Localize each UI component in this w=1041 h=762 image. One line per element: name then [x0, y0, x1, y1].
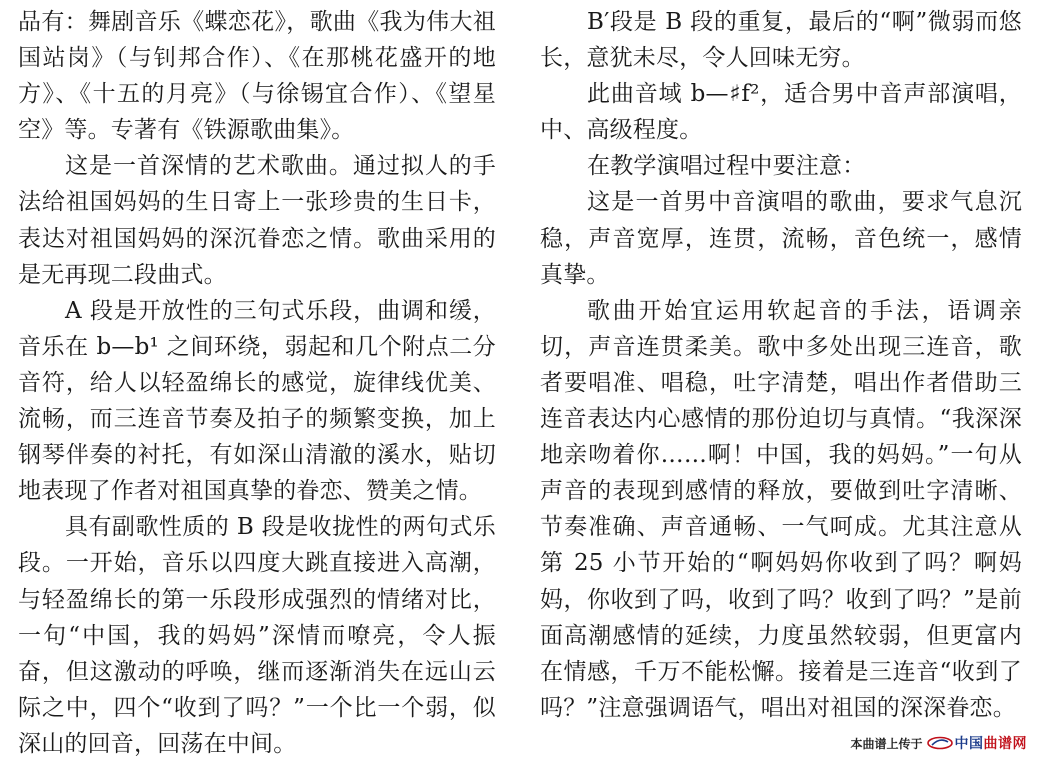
paragraph-section-a: A 段是开放性的三句式乐段，曲调和缓，音乐在 b—b¹ 之间环绕，弱起和几个附点二分音符，给人以轻盈绵长的感觉，旋律线优美、流畅，而三连音节奏及拍子的频繁变换，加上钢琴伴奏的衬托，有如深山清澈的溪水，贴切地表现了作者对祖国真挚的眷恋、赞美之情。 [18, 297, 496, 505]
paragraph-intro: 这是一首深情的艺术歌曲。通过拟人的手法给祖国妈妈的生日寄上一张珍贵的生日卡，表达对祖国妈妈的深沉眷恋之情。歌曲采用的是无再现二段曲式。 [18, 153, 496, 288]
paragraph-range: 此曲音域 b—♯f²，适合男中音声部演唱，中、高级程度。 [540, 81, 1022, 144]
watermark-site-name [955, 733, 1028, 753]
left-column [18, 4, 496, 762]
right-column [540, 4, 1022, 726]
paragraph-section-b: 具有副歌性质的 B 段是收拢性的两句式乐段。一开始，音乐以四度大跳直接进入高潮，与轻盈绵长的第一乐段形成强烈的情绪对比，一句“中国，我的妈妈”深情而嘹亮，令人振奋，但这激动的呼唤，继而逐渐消失在远山云际之中，四个“收到了吗？”一个比一个弱，似深山的回音，回荡在中间。 [18, 514, 496, 757]
watermark-site-suffix: 曲谱网 [983, 736, 1027, 752]
watermark-text: 本曲谱上传于 [850, 736, 923, 751]
paragraph-baritone: 这是一首男中音演唱的歌曲，要求气息沉稳，声音宽厚，连贯，流畅，音色统一，感情真挚。 [540, 189, 1022, 288]
watermark-site-prefix: 中国 [954, 736, 984, 752]
paragraph-section-b-prime: B′段是 B 段的重复，最后的“啊”微弱而悠长，意犹未尽，令人回味无穷。 [540, 9, 1022, 72]
site-logo-icon [927, 736, 953, 750]
paragraph-teaching-heading: 在教学演唱过程中要注意： [587, 153, 866, 180]
paragraph-technique: 歌曲开始宜运用软起音的手法，语调亲切，声音连贯柔美。歌中多处出现三连音，歌者要唱准、唱稳，吐字清楚，唱出作者借助三连音表达内心感情的那份迫切与真情。“我深深地亲吻着你……啊！中国，我的妈妈。”一句从声音的表现到感情的释放，要做到吐字清晰、节奏准确、声音通畅、一气呵成。尤其注意从第 25 小节开始的“啊妈妈你收到了吗？啊妈妈，你收到了吗，收到了吗？收到了吗？”是前面高潮感情的延续，力度虽然较弱，但更富内在情感，千万不能松懈。接着是三连音“收到了吗？”注意强调语气，唱出对祖国的深深眷恋。 [540, 297, 1022, 721]
paragraph-works: 品有：舞剧音乐《蝶恋花》，歌曲《我为伟大祖国站岗》（与钊邦合作）、《在那桃花盛开的地方》、《十五的月亮》（与徐锡宜合作）、《望星空》等。专著有《铁源歌曲集》。 [18, 9, 496, 144]
site-watermark [850, 733, 1027, 753]
